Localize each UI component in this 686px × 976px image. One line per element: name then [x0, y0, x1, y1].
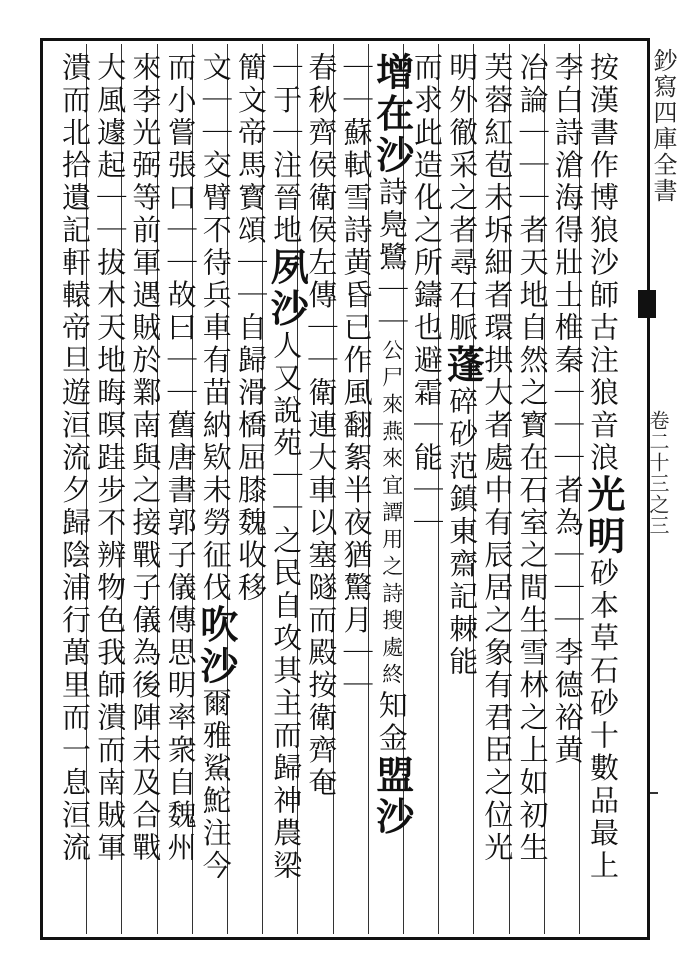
body-text: 來李光弼等前軍遇賊於鄴南與之接戰子儀為後陣未及合戰 [128, 52, 163, 865]
annotation-text: 公尸來燕來宜譚用之詩搜處終 [379, 339, 404, 690]
body-text: 李白詩滄海得壯士椎秦｜｜｜者為｜｜｜李德裕黄 [550, 52, 585, 767]
body-text: 人又說苑｜｜之民自攻其主而歸神農梁 [269, 330, 304, 883]
body-text: 詩鳧鷺｜｜ [374, 176, 409, 339]
body-text: 范鎮東齋記棘能 [445, 451, 480, 679]
text-column [162, 52, 200, 865]
text-column [440, 52, 486, 679]
heading-term: 光明 [581, 474, 626, 558]
body-text: 左傳｜｜衛連大車以塞隧而殿按衛齊奄 [304, 247, 339, 800]
body-text: 砂 [586, 557, 620, 590]
body-text: 按漢書作博狼沙師古注狼音浪 [586, 52, 620, 475]
body-text: 避霜｜能｜｜ [410, 344, 444, 540]
body-text: 文｜｜交臂不待兵車有苗納欵未勞征伐 [198, 52, 233, 605]
heading-term: 在沙 [369, 93, 415, 177]
body-text: ｜于｜注晉地 [269, 52, 304, 247]
body-text: 知金 [374, 690, 409, 755]
text-column [514, 52, 552, 865]
body-text: ｜｜蘇軾雪詩黄昏已作風翻絮半夜猶驚月｜｜ [339, 52, 374, 702]
text-column [264, 52, 310, 883]
body-text: 春秋齊侯衛侯 [304, 52, 339, 247]
text-column [193, 52, 239, 883]
margin-volume-label: 卷二十三之三 [646, 410, 670, 536]
text-column [549, 52, 587, 767]
text-column [369, 52, 415, 838]
heading-term: 盟沙 [369, 755, 415, 838]
text-column [338, 52, 376, 702]
text-column [91, 52, 129, 865]
heading-term: 夙沙 [264, 247, 310, 330]
body-text: 明外徹采之者尋石脈 [445, 52, 480, 345]
heading-term: 吹沙 [193, 604, 239, 688]
body-text: 而求此造化之所鑄也 [410, 52, 444, 345]
body-text: 而小嘗張口｜｜故曰｜｜舊唐書郭子儀傳思明率衆自魏州 [163, 52, 198, 865]
text-column [126, 52, 164, 865]
body-text: 簡文帝馬寳頌｜｜自歸滑橋屈膝魏收移 [234, 52, 268, 605]
text-column [302, 52, 340, 800]
text-column [56, 52, 94, 865]
text-column [232, 52, 270, 605]
heading-term: 蓬 [440, 344, 486, 386]
heading-term: 增 [369, 52, 415, 94]
margin-book-title: 鈔寫四庫全書 [649, 48, 677, 204]
margin-tick-mark [650, 792, 658, 794]
text-column [478, 52, 516, 865]
body-text: 爾雅鯊鮀注今 [198, 687, 233, 883]
text-column [581, 52, 626, 883]
body-text: 冶論｜｜｜者天地自然之寳在石室之間生雪林之上如初生 [515, 52, 550, 865]
body-text: 碎砂 [445, 386, 480, 451]
body-text: 潰而北拾遺記軒轅帝旦遊洹流夕歸陰浦行萬里而一息洹流 [58, 52, 92, 865]
body-text: 本草石砂十數品最上 [586, 590, 620, 883]
fishtail-marker [638, 290, 656, 318]
body-text: 大風遽起｜｜拔木天地晦暝跬步不辨物色我師潰而南賊軍 [93, 52, 128, 865]
body-text: 芙蓉紅苞未坼細者環拱大者處中有辰居之象有君臣之位光 [480, 52, 515, 865]
